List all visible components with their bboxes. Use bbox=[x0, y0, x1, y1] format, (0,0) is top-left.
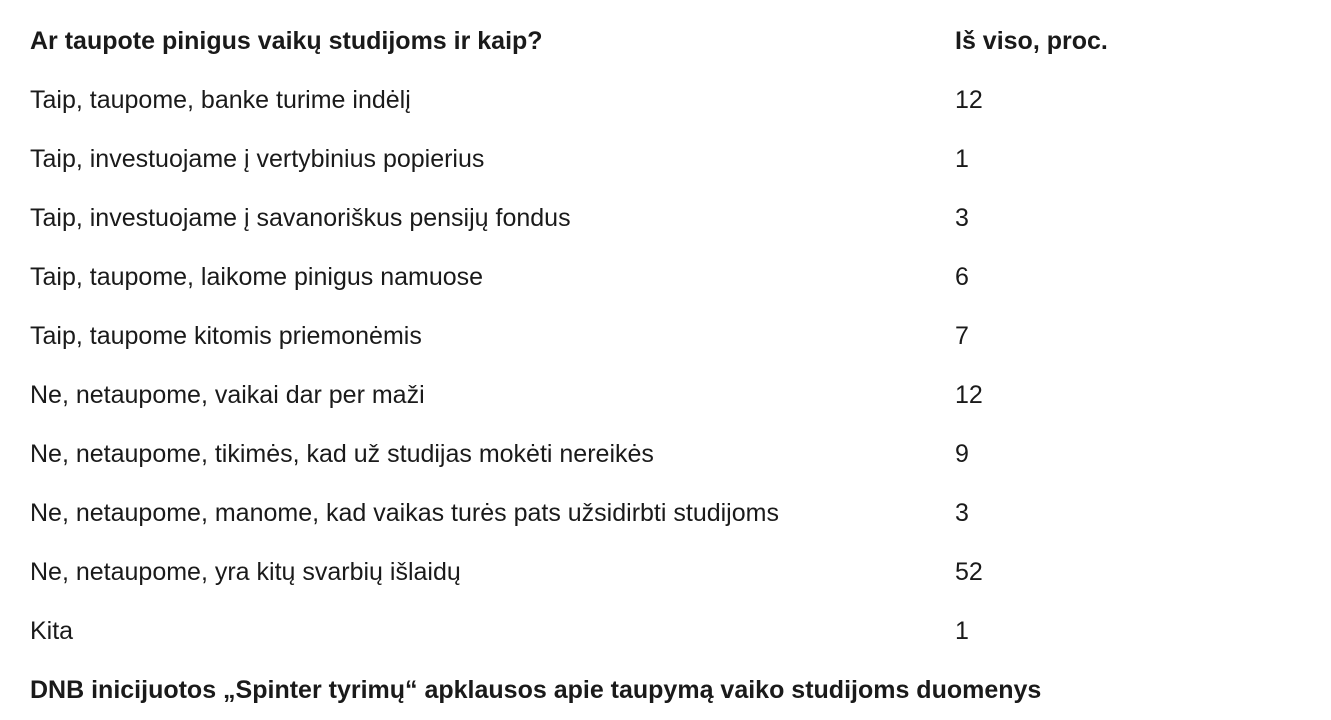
answer-label: Ne, netaupome, tikimės, kad už studijas mokėti nereikės bbox=[30, 440, 654, 468]
answer-label: Taip, investuojame į savanoriškus pensijų fondus bbox=[30, 204, 571, 232]
answer-percent: 6 bbox=[955, 263, 969, 291]
answer-percent: 52 bbox=[955, 558, 983, 586]
answer-label: Taip, investuojame į vertybinius popierius bbox=[30, 145, 485, 173]
answer-label: Taip, taupome, banke turime indėlį bbox=[30, 86, 411, 114]
table-row bbox=[30, 602, 1310, 661]
answer-label: Kita bbox=[30, 617, 74, 645]
table-row bbox=[30, 248, 1310, 307]
answer-percent: 3 bbox=[955, 499, 969, 527]
answer-label: Taip, taupome, laikome pinigus namuose bbox=[30, 263, 484, 291]
table-row bbox=[30, 71, 1310, 130]
answer-label: Ne, netaupome, manome, kad vaikas turės pats užsidirbti studijoms bbox=[30, 499, 779, 527]
table-row bbox=[30, 366, 1310, 425]
table-header bbox=[30, 12, 1310, 71]
answer-percent: 7 bbox=[955, 322, 969, 350]
answer-percent: 1 bbox=[955, 145, 969, 173]
total-percent-heading: Iš viso, proc. bbox=[955, 27, 1108, 55]
question-heading: Ar taupote pinigus vaikų studijoms ir kaip? bbox=[30, 27, 543, 55]
answer-label: Ne, netaupome, yra kitų svarbių išlaidų bbox=[30, 558, 461, 586]
table-row bbox=[30, 484, 1310, 543]
answer-label: Ne, netaupome, vaikai dar per maži bbox=[30, 381, 425, 409]
table-row bbox=[30, 189, 1310, 248]
table-row bbox=[30, 425, 1310, 484]
answer-label: Taip, taupome kitomis priemonėmis bbox=[30, 322, 422, 350]
source-note: DNB inicijuotos „Spinter tyrimų“ apklausos apie taupymą vaiko studijoms duomenys bbox=[30, 676, 1042, 704]
answer-percent: 3 bbox=[955, 204, 969, 232]
survey-table bbox=[30, 12, 1310, 720]
answer-percent: 1 bbox=[955, 617, 969, 645]
table-row bbox=[30, 543, 1310, 602]
answer-percent: 12 bbox=[955, 86, 983, 114]
table-source-footer bbox=[30, 661, 1310, 720]
table-row bbox=[30, 307, 1310, 366]
answer-percent: 9 bbox=[955, 440, 969, 468]
table-row bbox=[30, 130, 1310, 189]
answer-percent: 12 bbox=[955, 381, 983, 409]
